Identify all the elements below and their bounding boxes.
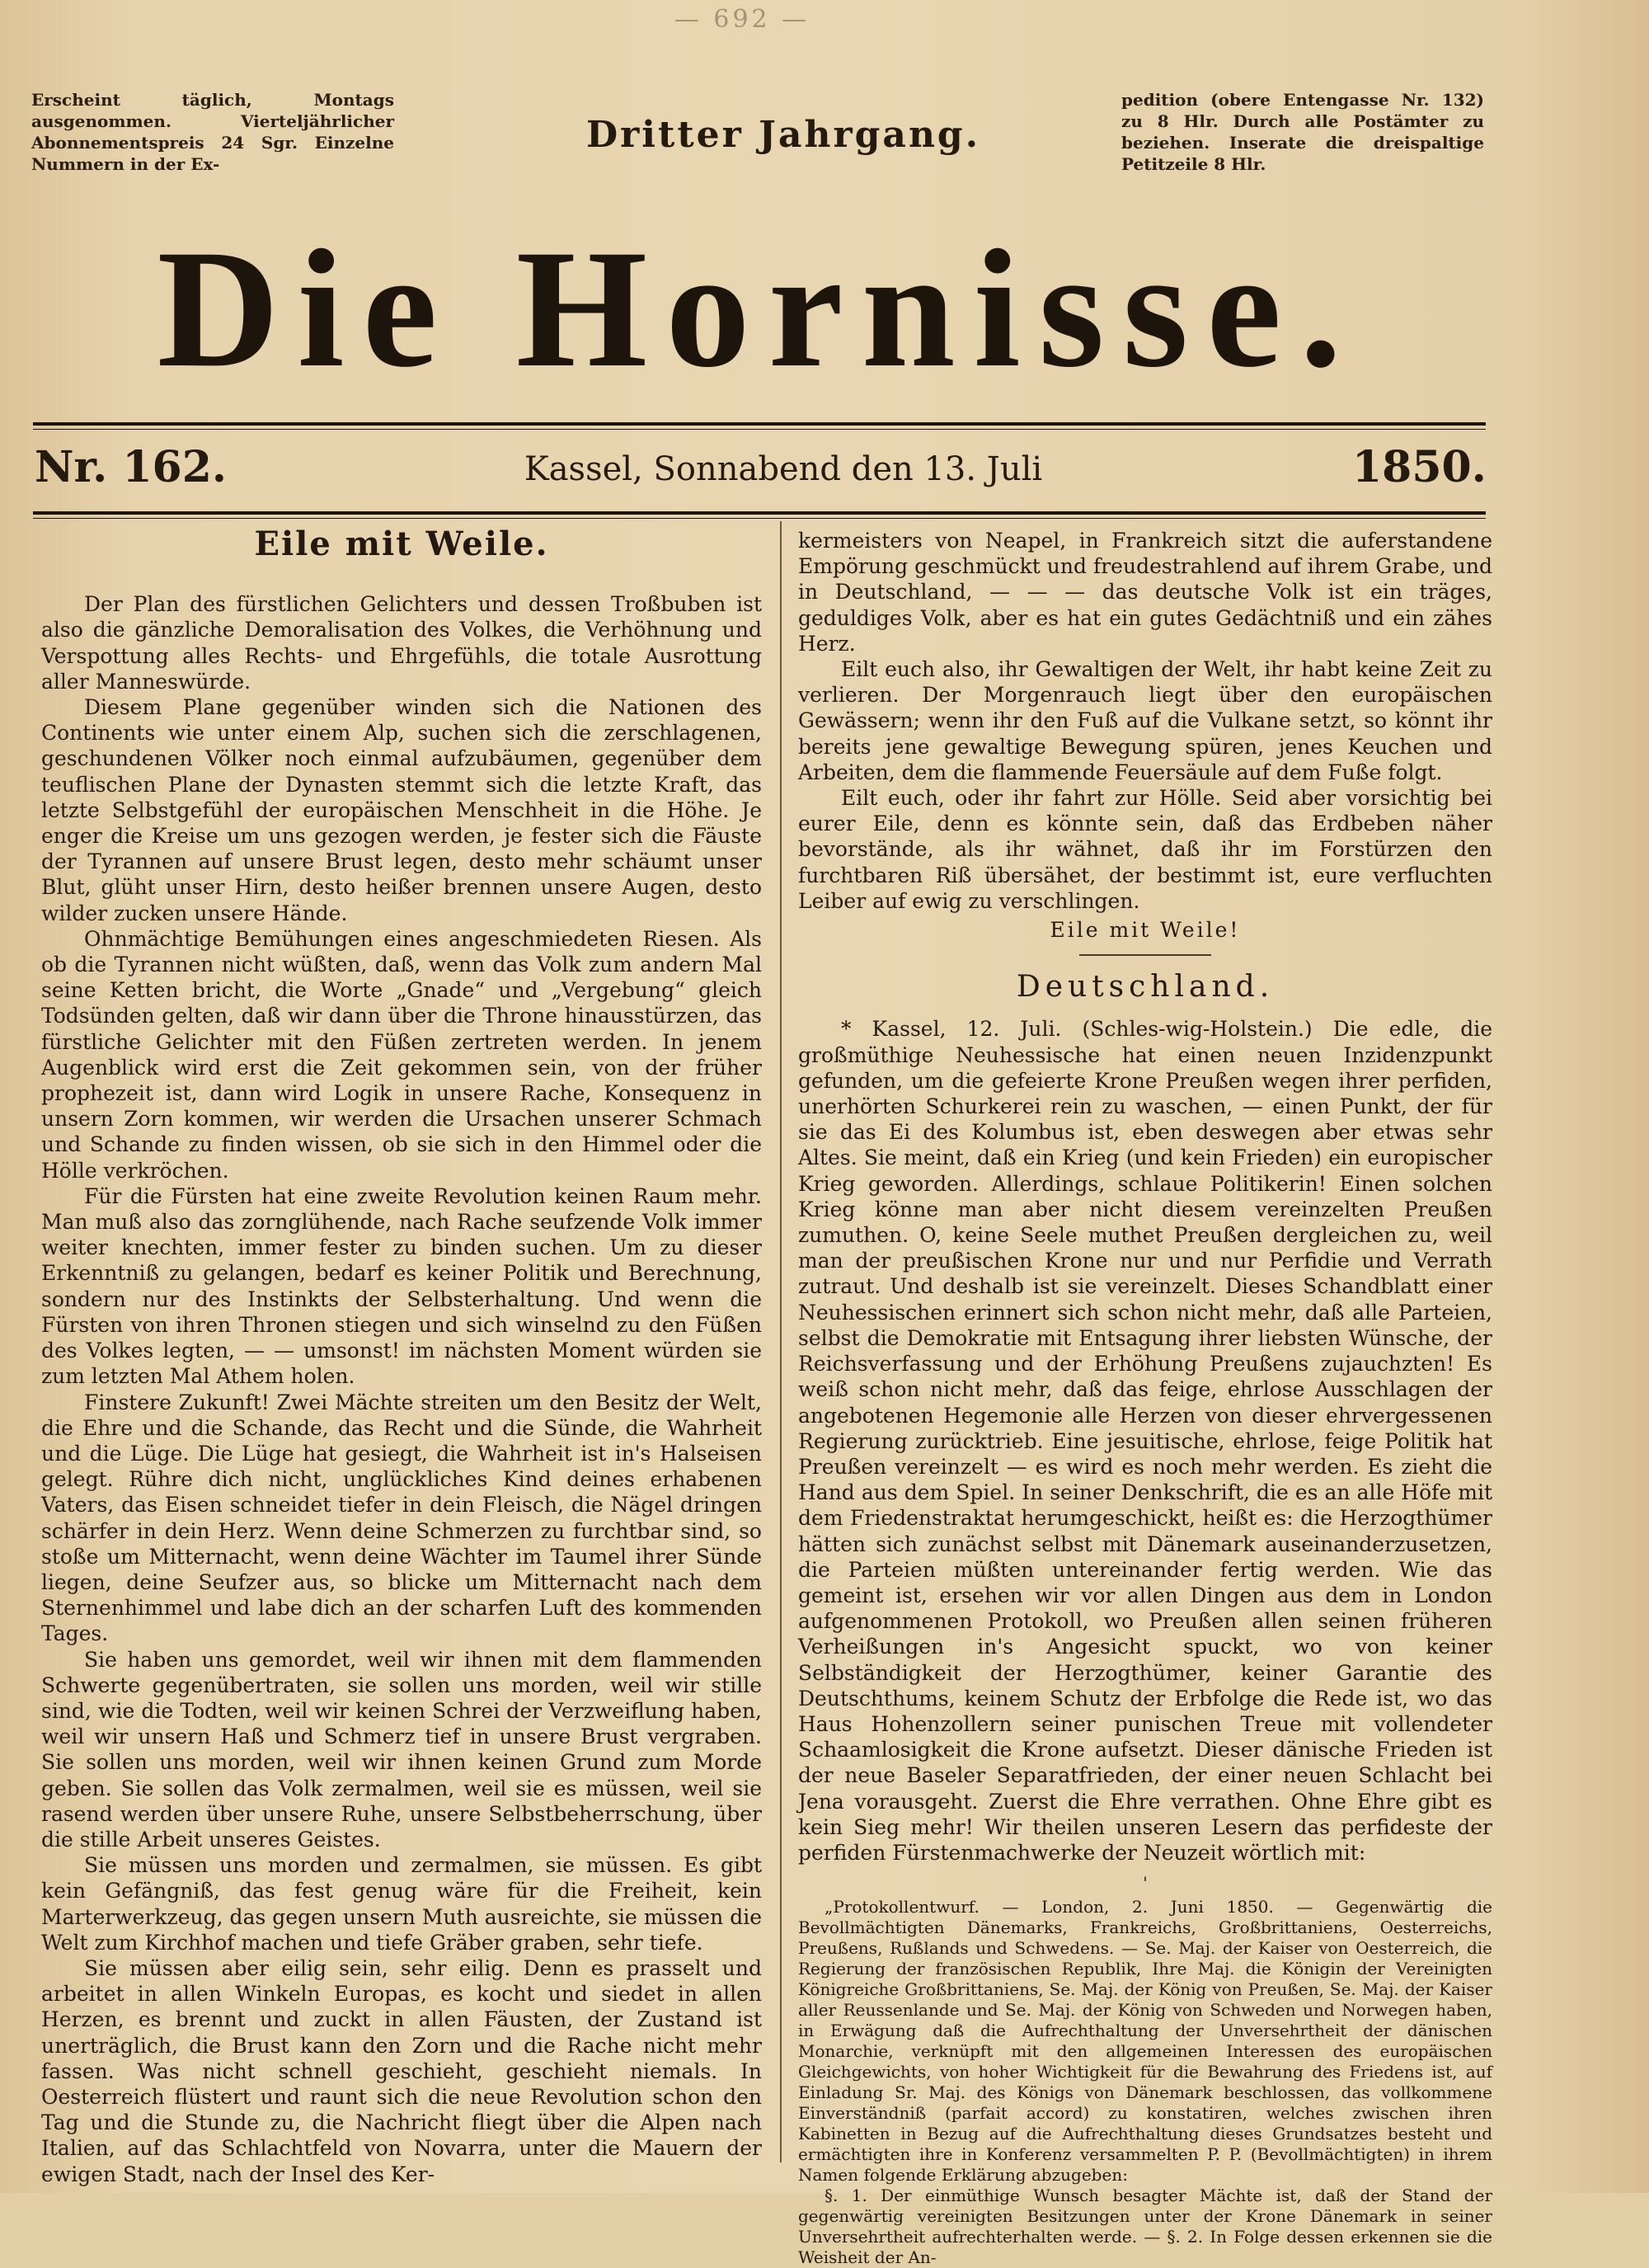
article-paragraph: Eilt euch also, ihr Gewaltigen der Welt, ihr habt keine Zeit zu verlieren. Der Morgenrauch liegt über den europäischen Gewässern; wenn ihr den Fuß auf die Vulkane setzt, so könnt ihr bereits jene gewaltige Bewegung spüren, jenes Keuchen und Arbeiten, dem die flammende Feuersäule auf dem Fuße folgt. xyxy=(798,657,1492,784)
masthead-rule-thin xyxy=(33,429,1486,430)
article-title: Eile mit Weile. xyxy=(254,525,549,563)
newspaper-title: Die Hornisse. xyxy=(157,215,1360,402)
issue-date: Kassel, Sonnabend den 13. Juli xyxy=(524,450,1043,488)
protocol-paragraph: „Protokollentwurf. — London, 2. Juni 1850. — Gegenwärtig die Bevollmächtigten Dänemarks, Frankreichs, Großbrittaniens, Oesterreichs, Preußens, Rußlands und Schwedens. — Se. Maj. der Kaiser von Oesterreich, die Regierung der französischen Republik, Ihre Maj. die Königin der Vereinigten Königreiche Großbrittaniens, Se. Maj. der König von Preußen, Se. Maj. der Kaiser aller Reussenlande und Se. Maj. der König von Schweden und Norwegen haben, in Erwägung daß die Aufrechthaltung der Unversehrtheit der dänischen Monarchie, verknüpft mit den allgemeinen Interessen des europäischen Gleichgewichts, von hoher Wichtigkeit für die Bewahrung des Friedens ist, auf Einladung Sr. Maj. des Königs von Dänemark beschlossen, das vollkommene Einverständniß (parfait accord) zu konstatiren, welches zwischen ihren Kabinetten in Bezug auf die Aufrechthaltung dieses Grundsatzes besteht und ermächtigten ihre in Konferenz versammelten P. P. (Bevollmächtigten) in ihrem Namen folgende Erklärung abzugeben: xyxy=(798,1897,1492,2186)
article-paragraph: Eilt euch, oder ihr fahrt zur Hölle. Seid aber vorsichtig bei eurer Eile, denn es könnte sein, daß das Erdbeben näher bevorstände, als ihr wähnet, daß ihr im Forstürzen den furchtbaren Riß übersähet, der bestimmt ist, eure verfluchten Leiber auf ewig zu verschlingen. xyxy=(798,786,1492,913)
masthead-rule xyxy=(33,422,1486,426)
protocol-paragraph: §. 1. Der einmüthige Wunsch besagter Mächte ist, daß der Stand der gegenwärtig vereinigten Besitzungen unter der Krone Dänemark in seiner Unversehrtheit aufrechterhalten werde. — §. 2. In Folge dessen erkennen sie die Weisheit der An- xyxy=(798,2186,1492,2268)
issue-year: 1850. xyxy=(1352,442,1487,492)
dateline-rule-thin xyxy=(33,518,1486,519)
article-paragraph: Für die Fürsten hat eine zweite Revolution keinen Raum mehr. Man muß also das zornglühende, nach Rache seufzende Volk immer weiter knechten, immer fester zu binden suchen. Um zu dieser Erkenntniß zu gelangen, bedarf es keiner Politik und Berechnung, sondern nur des Instinkts der Selbsterhaltung. Und wenn die Fürsten von ihren Thronen stiegen und sich winselnd zu den Füßen des Volkes legten, — — umsonst! im nächsten Moment würden sie zum letzten Mal Athem holen. xyxy=(41,1183,762,1389)
article-paragraph: Finstere Zukunft! Zwei Mächte streiten um den Besitz der Welt, die Ehre und die Schande, das Recht und die Sünde, die Wahrheit und die Lüge. Die Lüge hat gesiegt, die Wahrheit ist in's Halseisen gelegt. Rühre dich nicht, unglückliches Kind deines erhabenen Vaters, das Eisen schneidet tiefer in dein Fleisch, die Nägel dringen schärfer in dein Herz. Wenn deine Schmerzen zu furchtbar sind, so stoße um Mitternacht, wenn deine Wächter im Taumel ihrer Sünde liegen, deine Seufzer aus, so blicke um Mitternacht nach dem Sternenhimmel und labe dich an der scharfen Luft des kommenden Tages. xyxy=(41,1390,762,1646)
small-divider: ' xyxy=(1143,1873,1148,1894)
dateline-rule xyxy=(33,511,1486,515)
section-title: Deutschland. xyxy=(1016,970,1275,1005)
volume-label: Dritter Jahrgang. xyxy=(585,114,981,156)
column-divider xyxy=(780,521,782,2162)
article-paragraph: Sie müssen uns morden und zermalmen, sie müssen. Es gibt kein Gefängniß, das fest genug wäre für die Freiheit, kein Marterwerkzeug, das gegen unsern Muth ausreichte, sie müssen die Welt zum Kirchhof machen und tiefe Gräber graben, sehr tiefe. xyxy=(41,1853,762,1955)
left-column xyxy=(41,525,762,2187)
section-rule xyxy=(1079,954,1211,956)
article-paragraph: Sie müssen aber eilig sein, sehr eilig. Denn es prasselt und arbeitet in allen Winkeln Europas, es kocht und siedet in allen Herzen, es brennt und zuckt in allen Fäusten, der Zustand ist unerträglich, die Brust kann den Zorn und die Rache nicht mehr fassen. Was nicht schnell geschieht, geschieht niemals. In Oesterreich flüstert und raunt sich die neue Revolution schon den Tag und die Stunde zu, die Nachricht fliegt über die Alpen nach Italien, auf das Schlachtfeld von Novarra, unter die Mauern der ewigen Stadt, nach der Insel des Ker- xyxy=(41,1955,762,2186)
protocol-text xyxy=(798,1897,1492,2268)
article-paragraph: kermeisters von Neapel, in Frankreich sitzt die auferstandene Empörung geschmückt und freudestrahlend auf ihrem Grabe, und in Deutschland, — — — das deutsche Volk ist ein träges, geduldiges Volk, aber es hat ein gutes Gedächtniß und ein zähes Herz. xyxy=(798,529,1492,656)
article-motto: Eile mit Weile! xyxy=(1050,918,1241,943)
page-number: — 692 — xyxy=(674,5,810,34)
article-paragraph: Diesem Plane gegenüber winden sich die Nationen des Continents wie unter einem Alp, suchen sich die zerschlagenen, geschundenen Völker noch einmal aufzubäumen, gegenüber dem teuflischen Plane der Dynasten stemmt sich die letzte Kraft, das letzte Selbstgefühl der europäischen Menschheit in die Höhe. Je enger die Kreise um uns gezogen werden, je fester sich die Fäuste der Tyrannen auf unsere Brust legen, desto mehr schäumt unser Blut, glüht unser Hirn, desto heißer brennen unsere Augen, desto wilder zucken unsere Hände. xyxy=(41,695,762,925)
subscription-info: Erscheint täglich, Montags ausgenommen. Vierteljährlicher Abonnementspreis 24 Sgr. Einzelne Nummern in der Ex- xyxy=(31,90,394,174)
report-paragraph: * Kassel, 12. Juli. (Schles-wig-Holstein.) Die edle, die großmüthige Neuhessische hat einen neuen Inzidenzpunkt gefunden, um die gefeierte Krone Preußen wegen ihrer perfiden, unerhörten Schurkerei rein zu waschen, — einen Punkt, der für sie das Ei des Kolumbus ist, eben deswegen aber etwas sehr Altes. Sie meint, daß ein Krieg (und kein Frieden) ein europischer Krieg geworden. Allerdings, schlaue Politikerin! Einen solchen Krieg könne man aber nicht diesem vereinzelten Preußen zumuthen. O, keine Seele muthet Preußen dergleichen zu, weil man der preußischen Krone nur und nur Perfidie und Verrath zutraut. Und deshalb ist sie vereinzelt. Dieses Schandblatt einer Neuhessischen erinnert sich schon nicht mehr, daß alle Parteien, selbst die Demokratie mit Entsagung ihrer liebsten Wünsche, der Reichsverfassung und der Erhöhung Preußens zujauchzten! Es weiß schon nicht mehr, daß das feige, ehrlose Ausschlagen der angebotenen Hegemonie alle Herzen von dieser ehrvergessenen Regierung zurücktrieb. Eine jesuitische, ehrlose, feige Politik hat Preußen vereinzelt — es wird es noch mehr werden. Es zieht die Hand aus dem Spiel. In seiner Denkschrift, die es an alle Höfe mit dem Friedenstraktat herumgeschickt, heißt es: die Herzogthümer hätten sich zunächst selbst mit Dänemark auseinanderzusetzen, die Parteien müßten untereinander fertig werden. Wie das gemeint ist, ersehen wir vor allen Dingen aus dem in London aufgenommenen Protokoll, wo Preußen allen seinen früheren Verheißungen in's Angesicht spuckt, wo von keiner Selbständigkeit der Herzogthümer, keiner Garantie des Deutschthums, keinem Schutz der Erbfolge die Rede ist, wo das Haus Hohenzollern seiner punischen Treue mit vollendeter Schaamlosigkeit die Krone aufsetzt. Dieser dänische Frieden ist der neue Baseler Separatfrieden, der einer neuen Schlacht bei Jena vorausgeht. Zuerst die Ehre verrathen. Ohne Ehre gibt es kein Sieg mehr! Wir theilen unseren Lesern das perfideste der perfiden Fürstenmachwerke der Neuzeit wörtlich mit: xyxy=(798,1017,1492,1865)
right-column xyxy=(798,528,1492,2268)
issue-number: Nr. 162. xyxy=(35,442,228,492)
article-paragraph: Ohnmächtige Bemühungen eines angeschmiedeten Riesen. Als ob die Tyrannen nicht wüßten, daß, wenn das Volk zum andern Mal seine Ketten bricht, die Worte „Gnade“ und „Vergebung“ gleich Todsünden gelten, daß wir dann über die Throne hinausstürzen, das fürstliche Gelichter mit den Füßen zertreten werden. In jenem Augenblick wird erst die Zeit gekommen sein, von der früher prophezeit ist, dann wird Logik in unsere Rache, Konsequenz in unsern Zorn kommen, wir werden die Ursachen unserer Schmach und Schande zu finden wissen, ob sie sich in den Himmel oder die Hölle verkröchen. xyxy=(41,926,762,1183)
advertising-info: pedition (obere Entengasse Nr. 132) zu 8 Hlr. Durch alle Postämter zu beziehen. Inserate die dreispaltige Petitzeile 8 Hlr. xyxy=(1121,90,1484,174)
article-paragraph: Sie haben uns gemordet, weil wir ihnen mit dem flammenden Schwerte gegenübertraten, sie sollen uns morden, weil wir stille sind, wie die Todten, weil wir keinen Schrei der Verzweiflung haben, weil wir unsern Haß und Schmerz tief in unsere Brust vergraben. Sie sollen uns morden, weil wir ihnen keinen Grund zum Morde geben. Sie sollen das Volk zermalmen, weil sie es müssen, weil sie rasend werden über unsere Ruhe, unsere Selbstbeherrschung, über die stille Arbeit unseres Geistes. xyxy=(41,1647,762,1852)
article-paragraph: Der Plan des fürstlichen Gelichters und dessen Troßbuben ist also die gänzliche Demoralisation des Volkes, die Verhöhnung und Verspottung alles Rechts- und Ehrgefühls, die totale Ausrottung aller Manneswürde. xyxy=(41,592,762,694)
